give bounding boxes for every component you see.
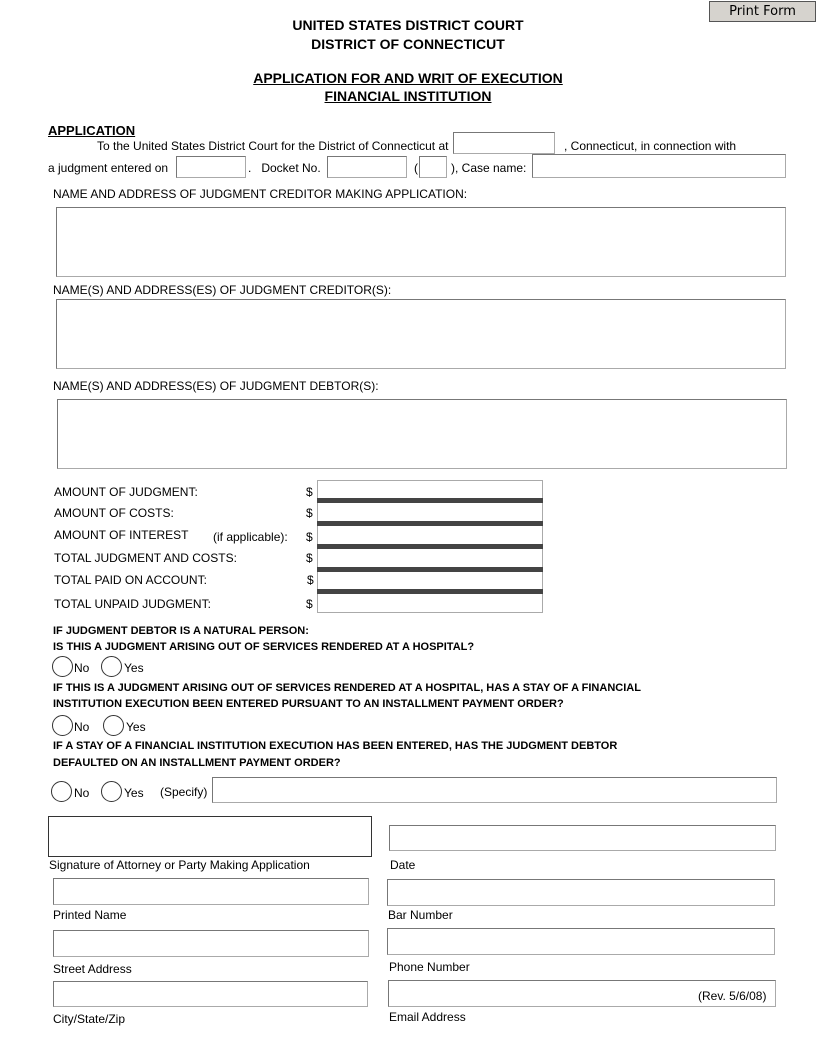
street-address-label: Street Address xyxy=(53,962,132,976)
q2-no-radio[interactable] xyxy=(52,715,73,736)
form-title: APPLICATION FOR AND WRIT OF EXECUTION xyxy=(253,70,563,86)
no-label: No xyxy=(74,786,90,800)
printed-name-field[interactable] xyxy=(53,878,369,905)
street-address-field[interactable] xyxy=(53,930,369,957)
intro-text: To the United States District Court for the District of Connecticut at xyxy=(97,139,449,153)
creditors-field[interactable] xyxy=(56,299,786,369)
judgment-date-field[interactable] xyxy=(176,156,246,178)
field-divider xyxy=(317,567,543,572)
form-subtitle: FINANCIAL INSTITUTION xyxy=(324,88,492,104)
specify-label: (Specify) xyxy=(160,785,208,799)
bar-number-field[interactable] xyxy=(387,879,775,906)
phone-number-field[interactable] xyxy=(387,928,775,955)
yes-label: Yes xyxy=(126,720,146,734)
amount-label: AMOUNT OF COSTS: xyxy=(54,506,174,520)
debtors-field[interactable] xyxy=(57,399,787,469)
no-label: No xyxy=(74,720,90,734)
bar-number-label: Bar Number xyxy=(388,908,453,922)
city-state-zip-label: City/State/Zip xyxy=(53,1012,126,1026)
docket-field[interactable] xyxy=(327,156,407,178)
q3-no-radio[interactable] xyxy=(51,781,72,802)
yes-label: Yes xyxy=(124,661,144,675)
dollar-sign: $ xyxy=(306,506,313,520)
judgment-entered-label: a judgment entered on xyxy=(48,161,169,175)
debtors-label: NAME(S) AND ADDRESS(ES) OF JUDGMENT DEBTOR(S): xyxy=(53,379,379,393)
signature-label: Signature of Attorney or Party Making Application xyxy=(49,858,310,872)
question-2b: INSTITUTION EXECUTION BEEN ENTERED PURSUANT TO AN INSTALLMENT PAYMENT ORDER? xyxy=(53,698,564,710)
amount-label: AMOUNT OF INTEREST xyxy=(54,528,189,542)
question-1: IS THIS A JUDGMENT ARISING OUT OF SERVICES RENDERED AT A HOSPITAL? xyxy=(53,641,475,653)
district-name: DISTRICT OF CONNECTICUT xyxy=(311,36,505,52)
date-field[interactable] xyxy=(389,825,776,851)
amount-label: TOTAL JUDGMENT AND COSTS: xyxy=(54,551,237,565)
q2-yes-radio[interactable] xyxy=(103,715,124,736)
signature-field[interactable] xyxy=(48,816,372,857)
field-divider xyxy=(317,498,543,503)
question-0: IF JUDGMENT DEBTOR IS A NATURAL PERSON: xyxy=(53,625,309,637)
yes-label: Yes xyxy=(124,786,144,800)
dollar-sign: $ xyxy=(306,597,313,611)
q3-yes-radio[interactable] xyxy=(101,781,122,802)
phone-number-label: Phone Number xyxy=(389,960,470,974)
dollar-sign: $ xyxy=(307,573,314,587)
paren-open: ( xyxy=(414,161,418,175)
question-2a: IF THIS IS A JUDGMENT ARISING OUT OF SERVICES RENDERED AT A HOSPITAL, HAS A STAY OF A FINANCIAL xyxy=(53,682,641,694)
date-label: Date xyxy=(390,858,416,872)
question-3b: DEFAULTED ON AN INSTALLMENT PAYMENT ORDER? xyxy=(53,757,341,769)
question-3a: IF A STAY OF A FINANCIAL INSTITUTION EXECUTION HAS BEEN ENTERED, HAS THE JUDGMENT DEBTOR xyxy=(53,740,618,752)
case-name-field[interactable] xyxy=(532,154,786,178)
print-form-button[interactable]: Print Form xyxy=(709,1,816,22)
intro-end-text: , Connecticut, in connection with xyxy=(564,139,737,153)
field-divider xyxy=(317,589,543,594)
field-divider xyxy=(317,521,543,526)
q1-no-radio[interactable] xyxy=(52,656,73,677)
field-divider xyxy=(317,544,543,549)
dollar-sign: $ xyxy=(306,551,313,565)
no-label: No xyxy=(74,661,90,675)
specify-field[interactable] xyxy=(212,777,777,803)
application-heading: APPLICATION xyxy=(48,123,136,138)
docket-label: . Docket No. xyxy=(248,161,321,175)
amount-label: TOTAL UNPAID JUDGMENT: xyxy=(54,597,211,611)
creditors-label: NAME(S) AND ADDRESS(ES) OF JUDGMENT CREDITOR(S): xyxy=(53,283,392,297)
printed-name-label: Printed Name xyxy=(53,908,127,922)
q1-yes-radio[interactable] xyxy=(101,656,122,677)
city-field[interactable] xyxy=(453,132,555,154)
amount-note: (if applicable): xyxy=(213,530,288,544)
amount-label: AMOUNT OF JUDGMENT: xyxy=(54,485,198,499)
dollar-sign: $ xyxy=(306,530,313,544)
docket-suffix-field[interactable] xyxy=(419,156,447,178)
creditor-applicant-field[interactable] xyxy=(56,207,786,277)
case-name-label: ), Case name: xyxy=(451,161,527,175)
court-name: UNITED STATES DISTRICT COURT xyxy=(292,17,524,33)
city-state-zip-field[interactable] xyxy=(53,981,368,1007)
amount-label: TOTAL PAID ON ACCOUNT: xyxy=(54,573,207,587)
email-address-label: Email Address xyxy=(389,1010,466,1024)
revision-date: (Rev. 5/6/08) xyxy=(698,989,767,1003)
creditor-applicant-label: NAME AND ADDRESS OF JUDGMENT CREDITOR MAKING APPLICATION: xyxy=(53,187,468,201)
dollar-sign: $ xyxy=(306,485,313,499)
